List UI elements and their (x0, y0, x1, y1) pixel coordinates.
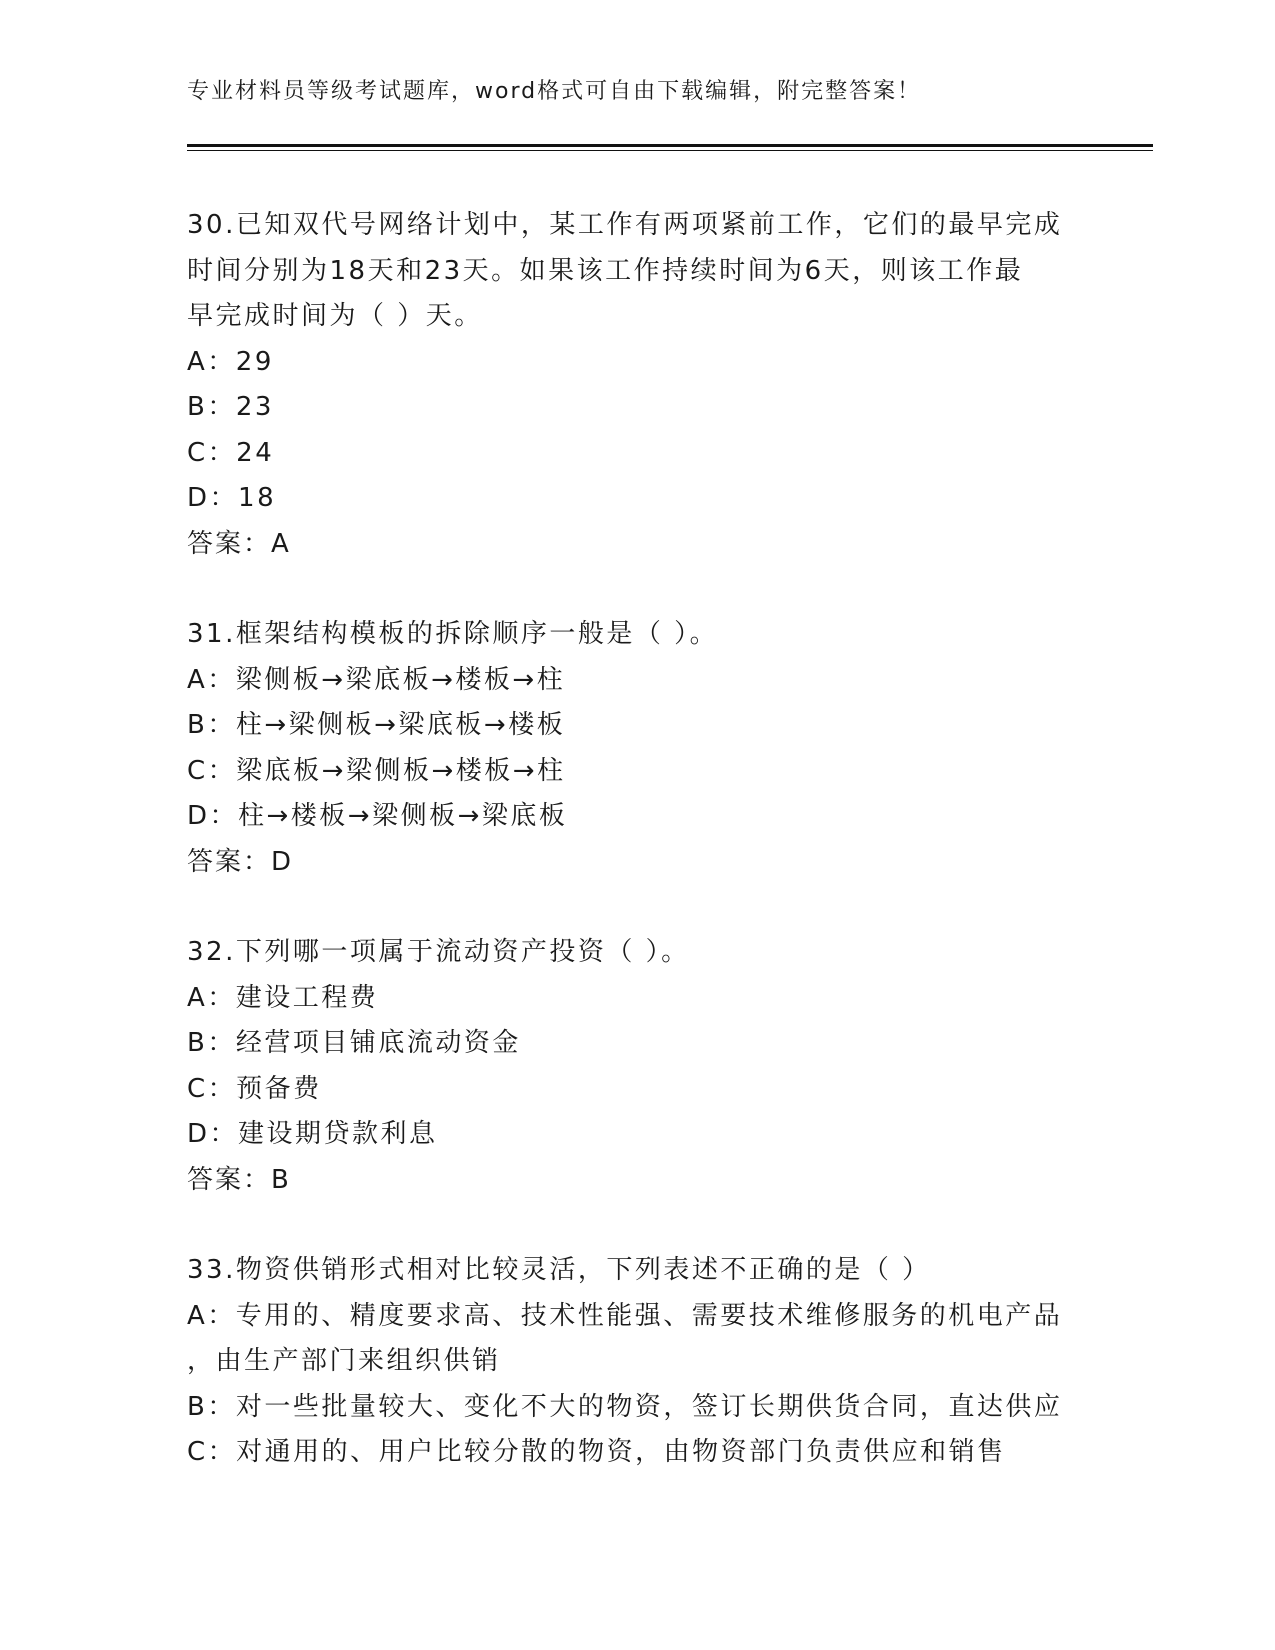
answer-line (187, 1158, 1087, 1204)
option-c: C：预备费 (187, 1073, 322, 1104)
question-31 (187, 612, 1087, 885)
header-divider-thick (187, 144, 1153, 147)
question-stem-line: 时间分别为18天和23天。如果该工作持续时间为6天，则该工作最 (187, 255, 1024, 286)
option-d: D：18 (187, 483, 277, 513)
option-a-continued: ，由生产部门来组织供销 (187, 1346, 501, 1376)
option-b: B：对一些批量较大、变化不大的物资，签订长期供货合同，直达供应 (187, 1391, 1063, 1422)
answer-value: D (271, 846, 292, 877)
option-d: D：柱→楼板→梁侧板→梁底板 (187, 801, 568, 831)
option-b: B：柱→梁侧板→梁底板→楼板 (187, 710, 566, 740)
option-b: B：经营项目铺底流动资金 (187, 1028, 521, 1058)
option-a: A：29 (187, 346, 274, 377)
answer-value: A (271, 528, 289, 559)
answer-label: 答案： (187, 528, 272, 559)
option-a: A：专用的、精度要求高、技术性能强、需要技术维修服务的机电产品 (187, 1300, 1063, 1331)
question-list (187, 203, 1087, 1521)
question-stem-line: 30.已知双代号网络计划中，某工作有两项紧前工作，它们的最早完成 (187, 210, 1063, 240)
answer-line (187, 522, 1087, 568)
header-divider-thin (187, 150, 1153, 151)
option-c: C：24 (187, 437, 275, 468)
answer-value: B (271, 1164, 289, 1195)
option-b: B：23 (187, 392, 274, 422)
answer-line (187, 840, 1087, 886)
answer-label: 答案： (187, 1164, 272, 1195)
question-stem-line: 早完成时间为（ ）天。 (187, 301, 483, 331)
question-33 (187, 1248, 1087, 1476)
question-stem-line: 31.框架结构模板的拆除顺序一般是（ ）。 (187, 619, 719, 649)
option-a: A：梁侧板→梁底板→楼板→柱 (187, 664, 566, 695)
question-stem-line: 32.下列哪一项属于流动资产投资（ ）。 (187, 937, 690, 967)
option-c: C：对通用的、用户比较分散的物资，由物资部门负责供应和销售 (187, 1437, 1006, 1467)
option-a: A：建设工程费 (187, 982, 379, 1013)
question-32 (187, 930, 1087, 1203)
question-30 (187, 203, 1087, 567)
option-c: C：梁底板→梁侧板→楼板→柱 (187, 755, 566, 786)
answer-label: 答案： (187, 846, 272, 877)
page-header: 专业材料员等级考试题库，word格式可自由下载编辑，附完整答案！ (187, 79, 922, 104)
question-stem-line: 33.物资供销形式相对比较灵活，下列表述不正确的是（ ） (187, 1255, 931, 1285)
option-d: D：建设期贷款利息 (187, 1119, 438, 1149)
